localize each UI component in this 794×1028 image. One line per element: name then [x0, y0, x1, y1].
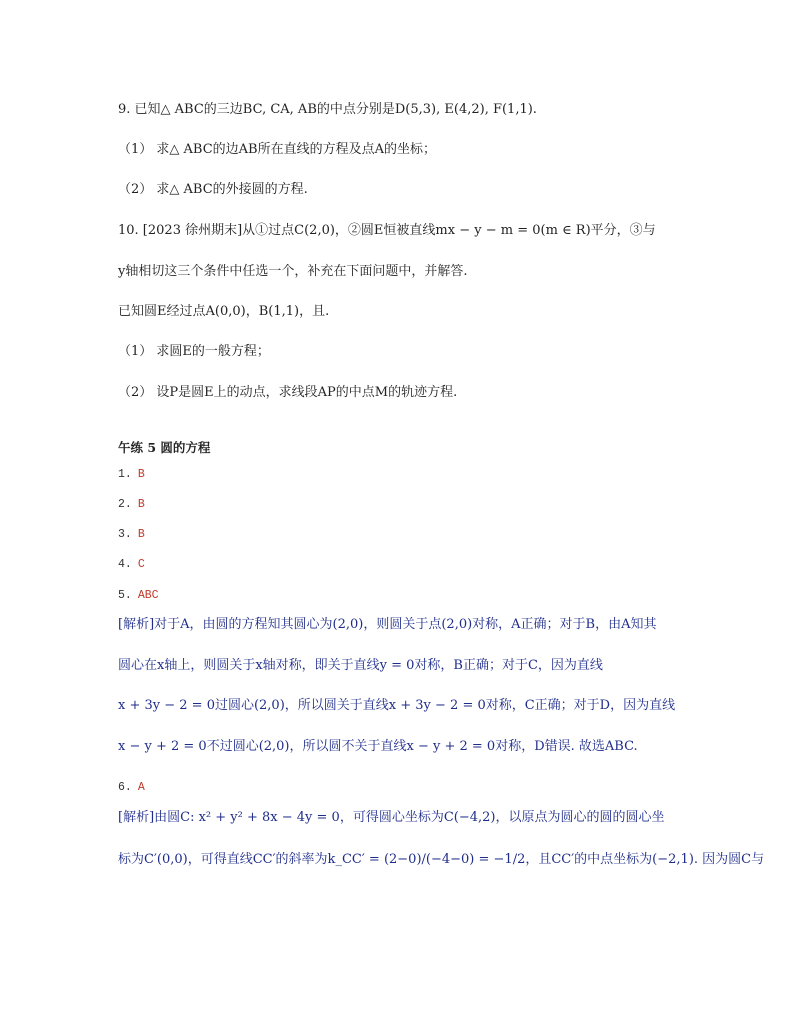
answer-item	[118, 777, 145, 798]
answer-item	[118, 585, 159, 606]
q10-part2: （2） 设P是圆E上的动点，求线段AP的中点M的轨迹方程.	[118, 385, 458, 400]
answer-number: 5.	[118, 589, 132, 602]
answer-value: B	[137, 498, 145, 511]
analysis6-line2: 标为C′(0,0)，可得直线CC′的斜率为k_CC′ = (2−0)/(−4−0) = −1/2，且CC′的中点坐标为(−2,1). 因为圆C与	[118, 852, 765, 867]
answer-number: 3.	[118, 528, 132, 541]
answer-number: 4.	[118, 558, 132, 571]
answer-item	[118, 524, 145, 545]
q10-stem-line2: y轴相切这三个条件中任选一个，补充在下面问题中，并解答.	[118, 264, 468, 279]
answer-value: ABC	[137, 589, 159, 602]
answer-value: B	[137, 468, 145, 481]
answer-value: C	[137, 558, 145, 571]
answer-number: 1.	[118, 468, 132, 481]
q10-stem-line1: 10. [2023 徐州期末]从①过点C(2,0)，②圆E恒被直线mx − y − m = 0(m ∈ R)平分，③与	[118, 223, 656, 238]
answer-number: 6.	[118, 781, 132, 794]
answer-value: A	[137, 781, 145, 794]
q9-stem: 9. 已知△ ABC的三边BC, CA, AB的中点分别是D(5,3), E(4,2), F(1,1).	[118, 102, 537, 117]
q10-part1: （1） 求圆E的一般方程；	[118, 344, 270, 359]
q9-part2: （2） 求△ ABC的外接圆的方程.	[118, 182, 308, 197]
q9-part1: （1） 求△ ABC的边AB所在直线的方程及点A的坐标；	[118, 142, 436, 157]
analysis5-line3: x + 3y − 2 = 0过圆心(2,0)，所以圆关于直线x + 3y − 2 = 0对称，C正确；对于D，因为直线	[118, 698, 676, 713]
analysis5-line2: 圆心在x轴上，则圆关于x轴对称，即关于直线y = 0对称，B正确；对于C，因为直线	[118, 658, 603, 673]
analysis6-line1: [解析]由圆C: x² + y² + 8x − 4y = 0，可得圆心坐标为C(−4,2)，以原点为圆心的圆的圆心坐	[118, 810, 665, 825]
answer-item	[118, 554, 145, 575]
answer-value: B	[137, 528, 145, 541]
analysis5-line4: x − y + 2 = 0不过圆心(2,0)，所以圆不关于直线x − y + 2 = 0对称，D错误. 故选ABC.	[118, 739, 638, 754]
q10-given: 已知圆E经过点A(0,0)，B(1,1)，且.	[118, 304, 330, 319]
section-title: 午练 5 圆的方程	[118, 440, 211, 455]
analysis5-line1: [解析]对于A，由圆的方程知其圆心为(2,0)，则圆关于点(2,0)对称，A正确；对于B，由A知其	[118, 617, 657, 632]
answer-item	[118, 494, 145, 515]
answer-item	[118, 464, 145, 485]
answer-number: 2.	[118, 498, 132, 511]
